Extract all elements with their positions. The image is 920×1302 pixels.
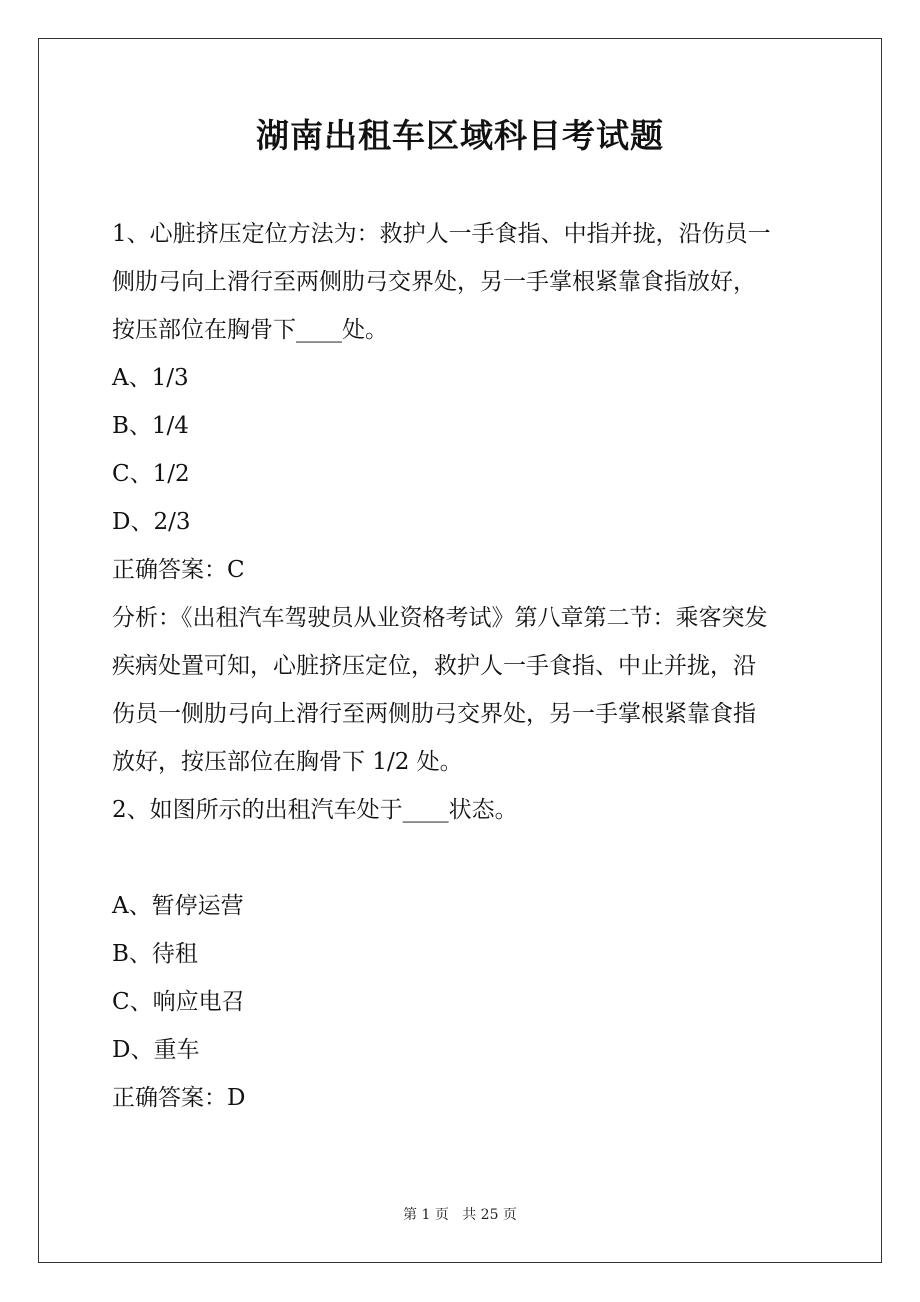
question-2-line: 2、如图所示的出租汽车处于____状态。 (112, 797, 518, 823)
question-2-option-a: A、暂停运营 (112, 893, 244, 919)
question-2-option-b: B、待租 (112, 941, 198, 967)
question-1-analysis-line: 伤员一侧肋弓向上滑行至两侧肋弓交界处，另一手掌根紧靠食指 (112, 701, 756, 727)
question-2-answer: 正确答案：D (112, 1085, 246, 1111)
question-1-analysis-line: 放好，按压部位在胸骨下 1/2 处。 (112, 749, 463, 775)
question-2-option-c: C、响应电召 (112, 989, 245, 1015)
question-1-line: 1、心脏挤压定位方法为：救护人一手食指、中指并拢，沿伤员一 (112, 221, 771, 247)
question-1-option-c: C、1/2 (112, 461, 190, 487)
question-1-line: 侧肋弓向上滑行至两侧肋弓交界处，另一手掌根紧靠食指放好， (112, 269, 756, 295)
document-body (112, 210, 812, 1122)
page-number: 第 1 页 (403, 1207, 449, 1223)
page-total: 共 25 页 (462, 1207, 517, 1223)
document-title: 湖南出租车区域科目考试题 (256, 116, 664, 155)
question-1-option-d: D、2/3 (112, 509, 191, 535)
question-1-option-b: B、1/4 (112, 413, 189, 439)
question-1-line: 按压部位在胸骨下____处。 (112, 317, 388, 343)
question-1 (112, 210, 812, 786)
question-2-option-d: D、重车 (112, 1037, 200, 1063)
question-2 (112, 786, 812, 1122)
question-1-option-a: A、1/3 (112, 365, 189, 391)
question-1-answer: 正确答案：C (112, 557, 245, 583)
question-1-analysis-line: 分析：《出租汽车驾驶员从业资格考试》第八章第二节：乘客突发 (112, 605, 768, 631)
page-footer (0, 1205, 920, 1225)
question-1-analysis-line: 疾病处置可知，心脏挤压定位，救护人一手食指、中止并拢，沿 (112, 653, 756, 679)
image-placeholder-gap (112, 834, 812, 882)
